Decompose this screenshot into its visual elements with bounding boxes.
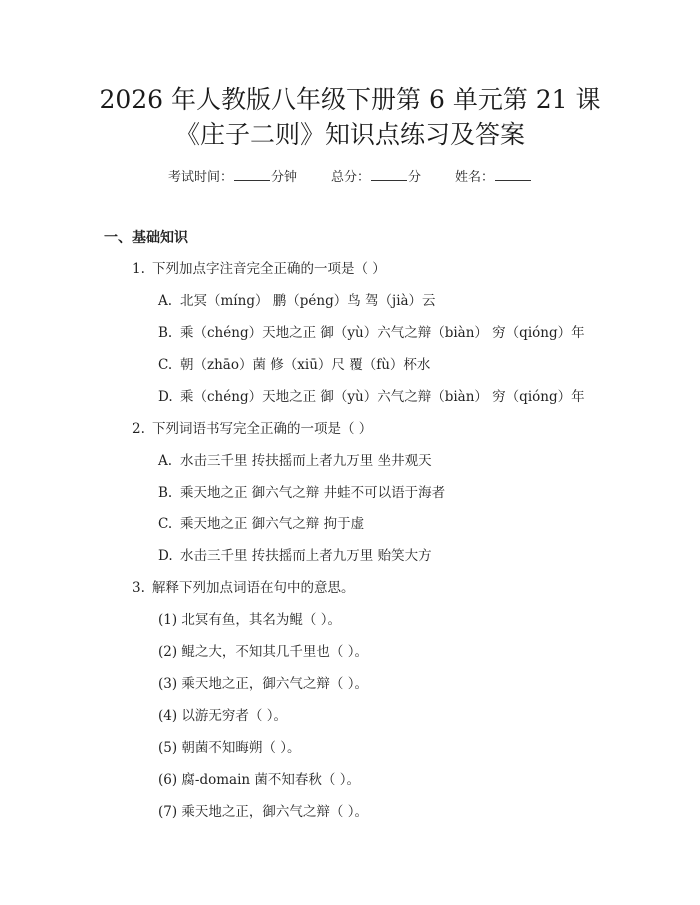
option-label: A. — [158, 453, 173, 469]
exam-info-row — [0, 166, 700, 188]
total-score-unit: 分 — [408, 170, 422, 185]
q3-item-4: (4) 以游无穷者（ ）。 — [158, 708, 287, 724]
q2-option-d — [158, 546, 432, 566]
option-text: 乘（chéng）天地之正 御（yù）六气之辩（biàn） 穷（qióng）年 — [180, 389, 585, 405]
exam-time-blank — [234, 166, 270, 181]
section-heading: 一、基础知识 — [104, 230, 188, 246]
total-score-blank — [371, 166, 407, 181]
document-title-line1: 2026 年人教版八年级下册第 6 单元第 21 课 — [99, 85, 601, 114]
student-name-field — [455, 166, 532, 188]
option-text: 朝（zhāo）菌 修（xiū）尺 覆（fù）杯水 — [180, 357, 431, 373]
option-label: B. — [158, 485, 173, 501]
q1-option-b — [158, 323, 585, 343]
total-score-field — [331, 166, 421, 188]
question-text: 下列加点字注音完全正确的一项是（ ） — [152, 261, 386, 277]
student-name-blank — [495, 166, 531, 181]
question-number: 3. — [132, 580, 145, 596]
total-score-label: 总分： — [330, 170, 370, 185]
option-label: C. — [158, 357, 173, 373]
q3-item-1: (1) 北冥有鱼，其名为鲲（ ）。 — [158, 612, 341, 628]
q2-option-a — [158, 451, 432, 471]
option-label: B. — [158, 325, 173, 341]
exam-time-unit: 分钟 — [270, 170, 297, 185]
question-3 — [132, 578, 355, 598]
question-number: 2. — [132, 421, 145, 437]
option-label: A. — [158, 293, 173, 309]
question-text: 下列词语书写完全正确的一项是（ ） — [152, 421, 373, 437]
option-text: 水击三千里 抟扶摇而上者九万里 贻笑大方 — [180, 548, 432, 564]
option-text: 乘天地之正 御六气之辩 井蛙不可以语于海者 — [180, 485, 446, 501]
option-text: 乘（chéng）天地之正 御（yù）六气之辩（biàn） 穷（qióng）年 — [180, 325, 585, 341]
question-2 — [132, 419, 372, 439]
q3-item-3: (3) 乘天地之正，御六气之辩（ ）。 — [158, 676, 368, 692]
option-text: 乘天地之正 御六气之辩 拘于虚 — [180, 516, 365, 532]
q2-option-b — [158, 483, 445, 503]
option-label: D. — [158, 548, 173, 564]
question-text: 解释下列加点词语在句中的意思。 — [152, 580, 355, 596]
q3-item-2: (2) 鲲之大，不知其几千里也（ ）。 — [158, 644, 368, 660]
option-text: 水击三千里 抟扶摇而上者九万里 坐井观天 — [180, 453, 432, 469]
exam-time-field — [168, 166, 297, 188]
exam-time-label: 考试时间： — [167, 170, 233, 185]
q3-item-5: (5) 朝菌不知晦朔（ ）。 — [158, 740, 301, 756]
question-1 — [132, 259, 386, 279]
q1-option-d — [158, 387, 585, 407]
option-label: C. — [158, 516, 173, 532]
option-text: 北冥（míng） 鹏（péng）鸟 驾（jià）云 — [180, 293, 436, 309]
q2-option-c — [158, 514, 364, 534]
document-title-line2: 《庄子二则》知识点练习及答案 — [174, 120, 525, 149]
question-number: 1. — [132, 261, 145, 277]
q3-item-7: (7) 乘天地之正，御六气之辩（ ）。 — [158, 804, 368, 820]
q3-item-6: (6) 腐-domain 菌不知春秋（ ）。 — [158, 772, 360, 788]
q1-option-c — [158, 355, 430, 375]
student-name-label: 姓名： — [455, 170, 495, 185]
q1-option-a — [158, 291, 436, 311]
option-label: D. — [158, 389, 173, 405]
